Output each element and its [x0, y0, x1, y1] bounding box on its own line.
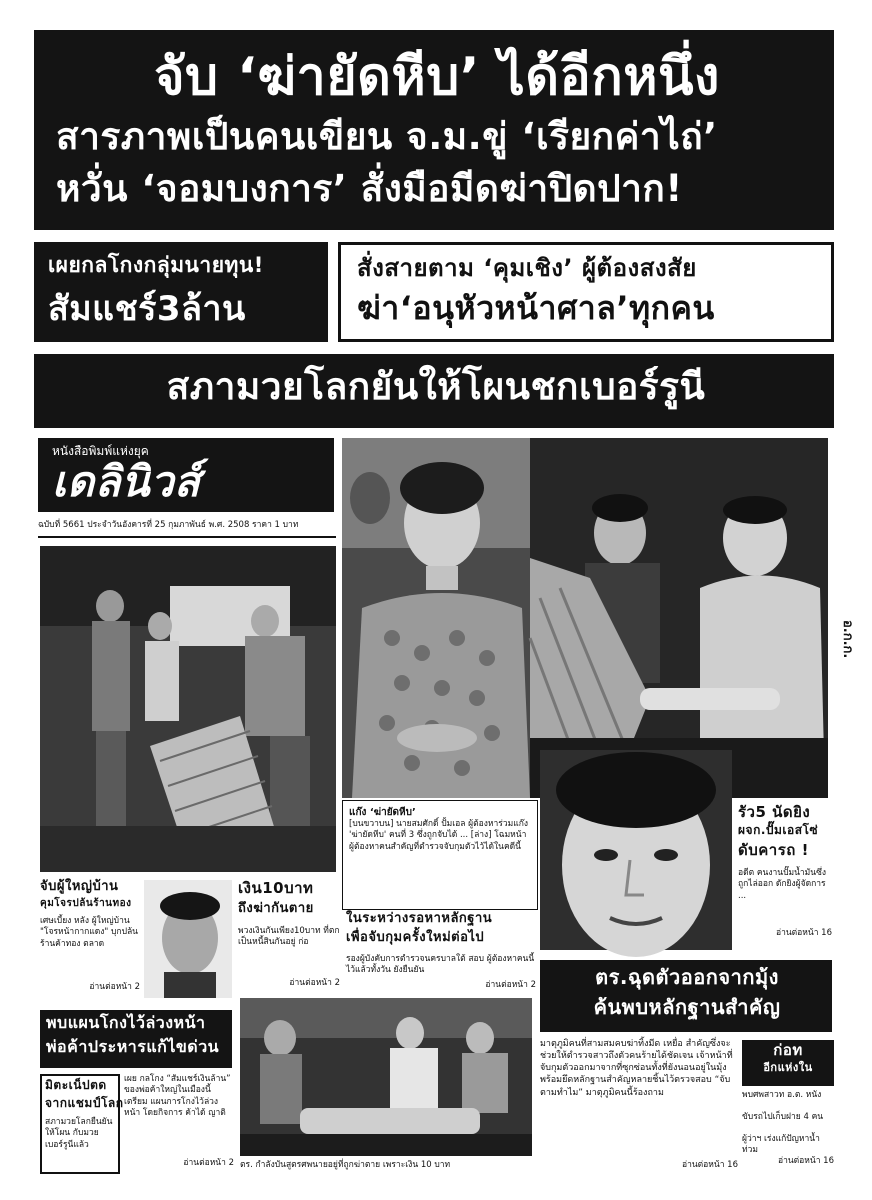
story-police-jump: อ่านต่อหน้า 16 [681, 1160, 738, 1170]
photographer-credit: อ.ก.ก. [840, 620, 855, 659]
newspaper-logo [38, 438, 334, 512]
left-headline-line-2: สัมแชร์3ล้าน [48, 289, 246, 329]
story-police-headline-2: ค้นพบหลักฐานสำคัญ [593, 995, 781, 1019]
story-plot-headline-box [40, 1010, 232, 1068]
center-caption-title: แก๊ง ‘ฆ่ายัดหีบ’ [349, 807, 416, 818]
headline-line-3: หวั่น ‘จอมบงการ’ สั่งมือมีดฆ่าปิดปาก! [56, 167, 683, 210]
index-item-3: ผู้ว่าฯ เร่งแก้ปัญหาน้ำท่วม [742, 1134, 820, 1156]
index-box-title [742, 1040, 834, 1086]
index-item-2: ขับรถไปเก็บฝาย 4 คน [742, 1112, 824, 1122]
left-headline-line-1: เผยกลโกงกลุ่มนายทุน! [48, 253, 264, 277]
story-evidence-body: รองผู้บังคับการตำรวจนครบาลใต้ สอบ ผู้ต้องหาคนนี้ไว้แล้วทั้งวัน ยังยืนยัน [346, 954, 535, 976]
dateline-rule [38, 536, 336, 538]
autopsy-photo [240, 998, 532, 1156]
headline-line-2: สารภาพเป็นคนเขียน จ.ม.ขู่ ‘เรียกค่าไถ่’ [56, 115, 718, 158]
story-evidence-headline-2: เพื่อจับกุมครั้งใหม่ต่อไป [346, 930, 485, 945]
story-police-body: มาตุภูมิคนที่สามสมคบฆ่าทิ้งมีด เหยื่อ สำคัญซึ่งจะช่วยให้ตำรวจสาวถึงตัวคนร้ายได้ชัดเจน เจ้าหน้าที่จับกุมตัวออกมาจากที่ซุกซ่อนทั้งที่ยังนอนอยู่ในมุ้ง พร้อมยึดหลักฐานสำคัญหลายชิ้นไว้ตรวจสอบ “จับตามทำไม” มาตุภูมิคนนี้ร้องถาม [540, 1039, 733, 1098]
crime-scene-photo [40, 546, 336, 872]
story-headman-body: เศษเบี้ยง หลัง ผู้ใหญ่บ้าน "โจรหน้ากากแดง" บุกปล้นร้านค้าทอง ตลาด [40, 916, 138, 949]
side-story-headline-3: ดับคารถ ! [738, 841, 809, 859]
story-plot-body-wrap [124, 1074, 234, 1174]
story-10-baht-body: พวงเงินกันเพียง10บาท ที่ตกเป็นหนี้สินกันอยู่ ก่อ [238, 926, 340, 948]
suspect-center-illustration [342, 438, 530, 798]
banner-text: สภามวยโลกยันให้โผนชกเบอร์รูนี [166, 365, 706, 408]
suspect-photo-center [342, 438, 530, 798]
right-headline-box [338, 242, 834, 342]
story-evidence-jump: อ่านต่อหน้า 2 [485, 980, 536, 990]
suspect-closeup-illustration [540, 750, 732, 950]
story-headman-jump: อ่านต่อหน้า 2 [89, 982, 140, 992]
left-headline-box [34, 242, 328, 342]
story-10-baht-headline-1: เงิน10บาท [238, 879, 314, 897]
story-plot-headline-2: พ่อค้าประหารแก้ไขด่วน [46, 1037, 220, 1056]
headman-illustration [144, 880, 232, 998]
side-story-headline-2: ผจก.ปั๊มเอสโซ่ [738, 823, 819, 837]
story-10-baht-headline-2: ถึงฆ่ากันตาย [238, 901, 314, 916]
right-headline-line-1: สั่งสายตาม ‘คุมเชิง’ ผู้ต้องสงสัย [357, 254, 697, 282]
index-item-1: พบศพสาวท อ.ต. หนัง [742, 1090, 822, 1100]
center-caption-box [342, 800, 538, 910]
crime-scene-illustration [40, 546, 336, 872]
story-boxing-headline-1: มิตะเน็ปตด [45, 1078, 107, 1092]
story-police-headline-box [540, 960, 832, 1032]
side-story-jump: อ่านต่อหน้า 16 [775, 928, 832, 938]
index-box [742, 1040, 834, 1176]
side-story-body: อดีต คนงานปั๊มน้ำมันซึ่งถูกไล่ออก ดักยิงผู้จัดการ ... [738, 868, 826, 901]
story-10-baht-jump: อ่านต่อหน้า 2 [289, 978, 340, 988]
headline-line-1: จับ ‘ฆ่ายัดหีบ’ ได้อีกหนึ่ง [154, 47, 720, 107]
story-boxing-headline-2: จากแชมป์โลก [45, 1096, 124, 1110]
autopsy-illustration [240, 998, 532, 1156]
top-headline-block [34, 30, 834, 230]
index-item-jump: อ่านต่อหน้า 16 [777, 1156, 834, 1166]
logo-name: เดลินิวส์ [52, 457, 201, 506]
story-plot-body: เผย กลโกง “สัมแชร์เงินล้าน” ของพ่อค้าใหญ่ในเมืองนี้ เตรียม แผนการโกงไว้ล่วงหน้า โดยกิจการ ค้าได้ ญาติ [124, 1074, 231, 1119]
story-police-headline-1: ตร.ฉุดตัวออกจากมุ้ง [595, 965, 779, 989]
side-story-headline-1: รัว5 นัดยิง [738, 803, 811, 821]
story-boxing-body: สภามวยโลกยืนยันให้โผน กับมวยเบอร์รูนีแล้ว [45, 1117, 113, 1150]
logo-tagline: หนังสือพิมพ์แห่งยุค [52, 444, 149, 458]
side-story-shooting [736, 802, 834, 952]
headman-photo [144, 880, 232, 998]
index-box-title-1: ก่อท [773, 1041, 803, 1059]
suspects-photo-right [530, 438, 828, 798]
suspect-closeup-photo [540, 750, 732, 950]
story-plot-jump: อ่านต่อหน้า 2 [183, 1158, 234, 1168]
right-headline-line-2: ฆ่า‘อนุหัวหน้าศาล’ทุกคน [357, 289, 715, 327]
story-evidence [346, 912, 536, 998]
center-caption-body: [บนขวาบน] นายสมศักดิ์ ปั้มเอล ผู้ต้องหาร่วมแก๊ง 'ฆ่ายัดหีบ' คนที่ 3 ซึ่งถูกจับได้ ... [ล่าง] โฉมหน้าผู้ต้องหาคนสำคัญที่ตำรวจจับกุมตัวไว้ได้ในคดีนี้ [349, 819, 528, 852]
boxing-banner [34, 354, 834, 428]
story-10-baht [238, 880, 340, 998]
story-headman [40, 880, 140, 1000]
autopsy-caption: ตร. กำลังบันสูตรศพนายอยู่ที่ถูกฆ่าตาย เพราะเงิน 10 บาท [240, 1160, 451, 1170]
dateline: ฉบับที่ 5661 ประจำวันอังคารที่ 25 กุมภาพันธ์ พ.ศ. 2508 ราคา 1 บาท [38, 520, 299, 530]
story-plot-headline-1: พบแผนโกงไว้ล่วงหน้า [46, 1013, 206, 1032]
suspects-right-illustration [530, 438, 828, 798]
story-boxing [40, 1074, 124, 1174]
story-evidence-headline-1: ในระหว่างรอหาหลักฐาน [346, 911, 493, 926]
index-box-title-2: อีกแห่งใน [763, 1061, 813, 1074]
story-headman-sub: คุมโจรปล้นร้านทอง [40, 898, 132, 909]
story-headman-headline: จับผู้ใหญ่บ้าน [40, 879, 119, 894]
